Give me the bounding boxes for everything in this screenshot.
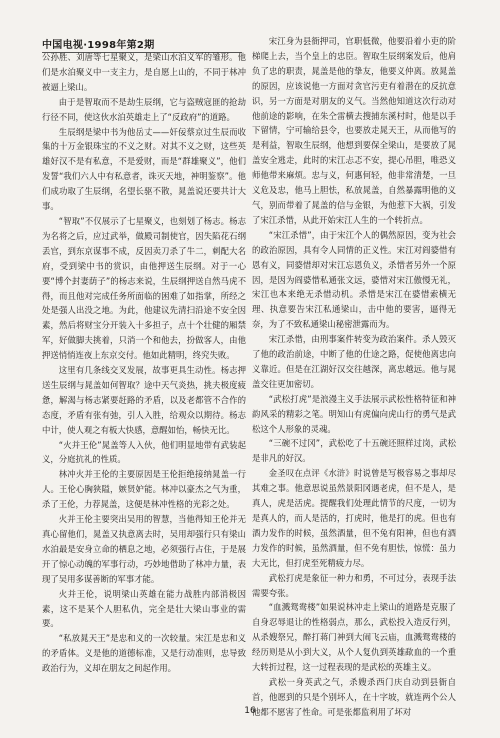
paragraph: 这里有几条线交叉发展，故事更具生动性。杨志押送生辰纲与晁盖如何智取？途中天气炎热，挑夫极度疲惫，解渴与杨志紧要赶路的矛盾，以及老都管不合作的态度，矛盾有张有弛，引人入胜，给观众以期待。杨志中计，使人观之有板大快感，意醒如怡，畅快无比。	[42, 365, 246, 435]
paragraph: “三碗不过冈”，武松吃了十五碗还照样过岗，武松是非凡的好汉。	[252, 438, 456, 464]
text-column-right	[252, 34, 456, 717]
page-number: 16	[244, 706, 256, 716]
paragraph: 由于是智取而不是劫生辰纲，它与盗贼寇匪的抢劫行径不同，使这伙水泊英雄走上了“反政府”的道路。	[42, 96, 246, 122]
paragraph: 武松打虎是象征一种力和勇，不可过分，表现手法需要夸张。	[252, 572, 456, 598]
paragraph: “宋江杀惜”，由于宋江个人的偶然原因，变为社会的政治原因，具有令人同情的正义性。宋江对阎婆惜有恩有义，同婆惜却对宋江忘恩负义，杀惜者另外一个原因，是因为阎婆惜私通张文远，婆惜对宋江傲慢无礼，宋江也本来绝无杀惜动机。杀惜是宋江在婆惜索横无理、执意要告宋江私通梁山，击中他的要害，逼得无奈，为了不致私通梁山秘密泄露而为。	[252, 229, 456, 330]
paragraph: “私放晁天王”是忠和义的一次较量。宋江是忠和义的矛盾体。义是他的道德标准，又是行动准则，忠导致政治行为，义却在朋友之间起作用。	[42, 633, 246, 674]
paragraph: 火并王伦主要突出吴用的智慧，当他得知王伦并无真心留他们，晁盖又执意离去时，吴用却强行只有梁山水泊最是安身立命的栖息之地，必须强行占住，于是展开了惊心动魄的军事行动，巧妙地借助了林冲力量，表现了吴用多谋善断的军事才能。	[42, 514, 246, 584]
paragraph: “血溅鸳鸯楼”如果说林冲走上梁山的道路是克服了自身忍辱退让的性格弱点，那么，武松投入造反行列，从杀嫂祭兄，醉打蒋门神到大闹飞云庙，血溅鸳鸯楼的经历则是从小到大义，从个人复仇到英雄歃血的一个重大转折过程，这一过程表现的是武松的英雄主义。	[252, 602, 456, 673]
paragraph: 林冲火并王伦的主要原因是王伦拒绝接纳晁盖一行人。王伦心胸狭隘，嫉贤妒能。林冲以豪杰之气为重，杀了王伦，力荐晁盖，这便是林冲性格的光彩之处。	[42, 469, 246, 510]
running-header: 中国电视·1998年第2期	[42, 36, 242, 53]
paragraph: 武松一身英武之气，杀嫂杀西门庆自动到县衙自首，他愿到的只是个别坏人，在十字坡，就连两个公人他都不愿害了性命。可是张都监利用了坏对	[252, 676, 456, 717]
paragraph: “智取”不仅展示了七星聚义，也刻划了杨志。杨志为名将之后，应过武举，做殿司制使官，因失陷花石纲丢官，到东京谋事不成，反因卖刀杀了牛二，刺配大名府，受到梁中书的赏识，由他押送生辰纲。对于一心要“博个封妻荫子”的杨志来说，生辰纲押送自然马虎不得，而且他对完成任务所面临的困难了如指掌，所经之处是强人出没之地。为此，他建议先清扫沿途不安全因素，然后将财宝分开装入十多担子，点十个壮健的厢禁军，好做脚夫挑着，只消一个和他去，扮做客人，由他押送悄悄连夜上东京交付。他如此精明，终究失败。	[42, 215, 246, 361]
paragraph: 宋江杀惜，由刑事案件转变为政治案件。杀人毁灭了他的政治前途，中断了他的仕途之路，促使他离忠向义靠近。但是在江湖好汉交往越深，离忠越远。他与晁盖交往更加密切。	[252, 334, 456, 389]
paragraph: 火并王伦，说明梁山英雄在能力战胜内部消极因素，这不是某个人胆私仇，完全是壮大梁山事业的需要。	[42, 588, 246, 629]
text-column-left	[42, 50, 246, 702]
paragraph: “火并王伦”晁盖等人入伙，他们明显地带有武装起义，分庭抗礼的性质。	[42, 439, 246, 465]
paragraph: 公孙胜、刘唐等七星聚义，是梁山水泊义军的雏形。他们是水泊聚义中一支主力，是自愿上山的，不同于林冲被逼上梁山。	[42, 52, 246, 92]
paragraph: “武松打虎”是浪漫主义手法展示武松性格特征和神韵风采的精彩之笔。明知山有虎偏向虎山行的勇气是武松这个人形象的灵魂。	[252, 393, 456, 434]
paragraph: 宋江身为县衙押司，官职低微，他要沿着小吏的阶梯爬上去，当个皇上的忠臣。智取生辰纲案发后，他肩负了忠的职责，晁盖是他的挚友，他要义仲离。放晁盖的原因，应该说他一方面对贪官污吏有着潜在的反抗意识，另一方面是对朋友的义气。当然他知道这次行动对他前途的影响，在朱仝雷横去搜捕东溪村时，他是以手下留情，宁可输给县令，也要放走晁天王，从而他写的是利益，智取生辰纲，他想到要保全梁山，是要放了晁盖安全逃走，此时的宋江忐忑不安，提心吊胆，唯恐义师他带来麻烦。忠与义，何惠何轻，他非常清楚，一旦义危及忠，他马上胆怯，私放晁盖，自然暴露明他的义气，别而带着了晁盖的信与金银，为他惹下大祸，引发了宋江杀惜，从此开始宋江人生的一个转折点。	[252, 36, 456, 225]
paragraph: 生辰纲是梁中书为他岳丈——奸佞蔡京过生辰而收集的十万金银珠宝的不义之财。对其不义之财，这些英雄好汉不是有私意，不是爱财，而是“群雄聚义”，他们发誓“我们六人中有私意者，诛灭天地，神明鉴察”。他们成功取了生辰纲，名望长驱不散，晁盖说还要共计大事。	[42, 126, 246, 212]
paragraph: 金圣叹在点评《水浒》时说曾是写极容易之事却尽其难之事。他意思说虽然景阳冈遇老虎，但不是人，是真人，虎是活虎。提醒我们处理此情节的尺度，一切为是真人的，而人是活的，打虎时，他是打的虎。但也有酒力发作的时候，虽然酒量，但不兔有阳神，但也有酒力发作的时候，虽然酒量，但不免有胆怯，惊慌：虽力大无比，但打虎至死精疲力尽。	[252, 468, 456, 568]
